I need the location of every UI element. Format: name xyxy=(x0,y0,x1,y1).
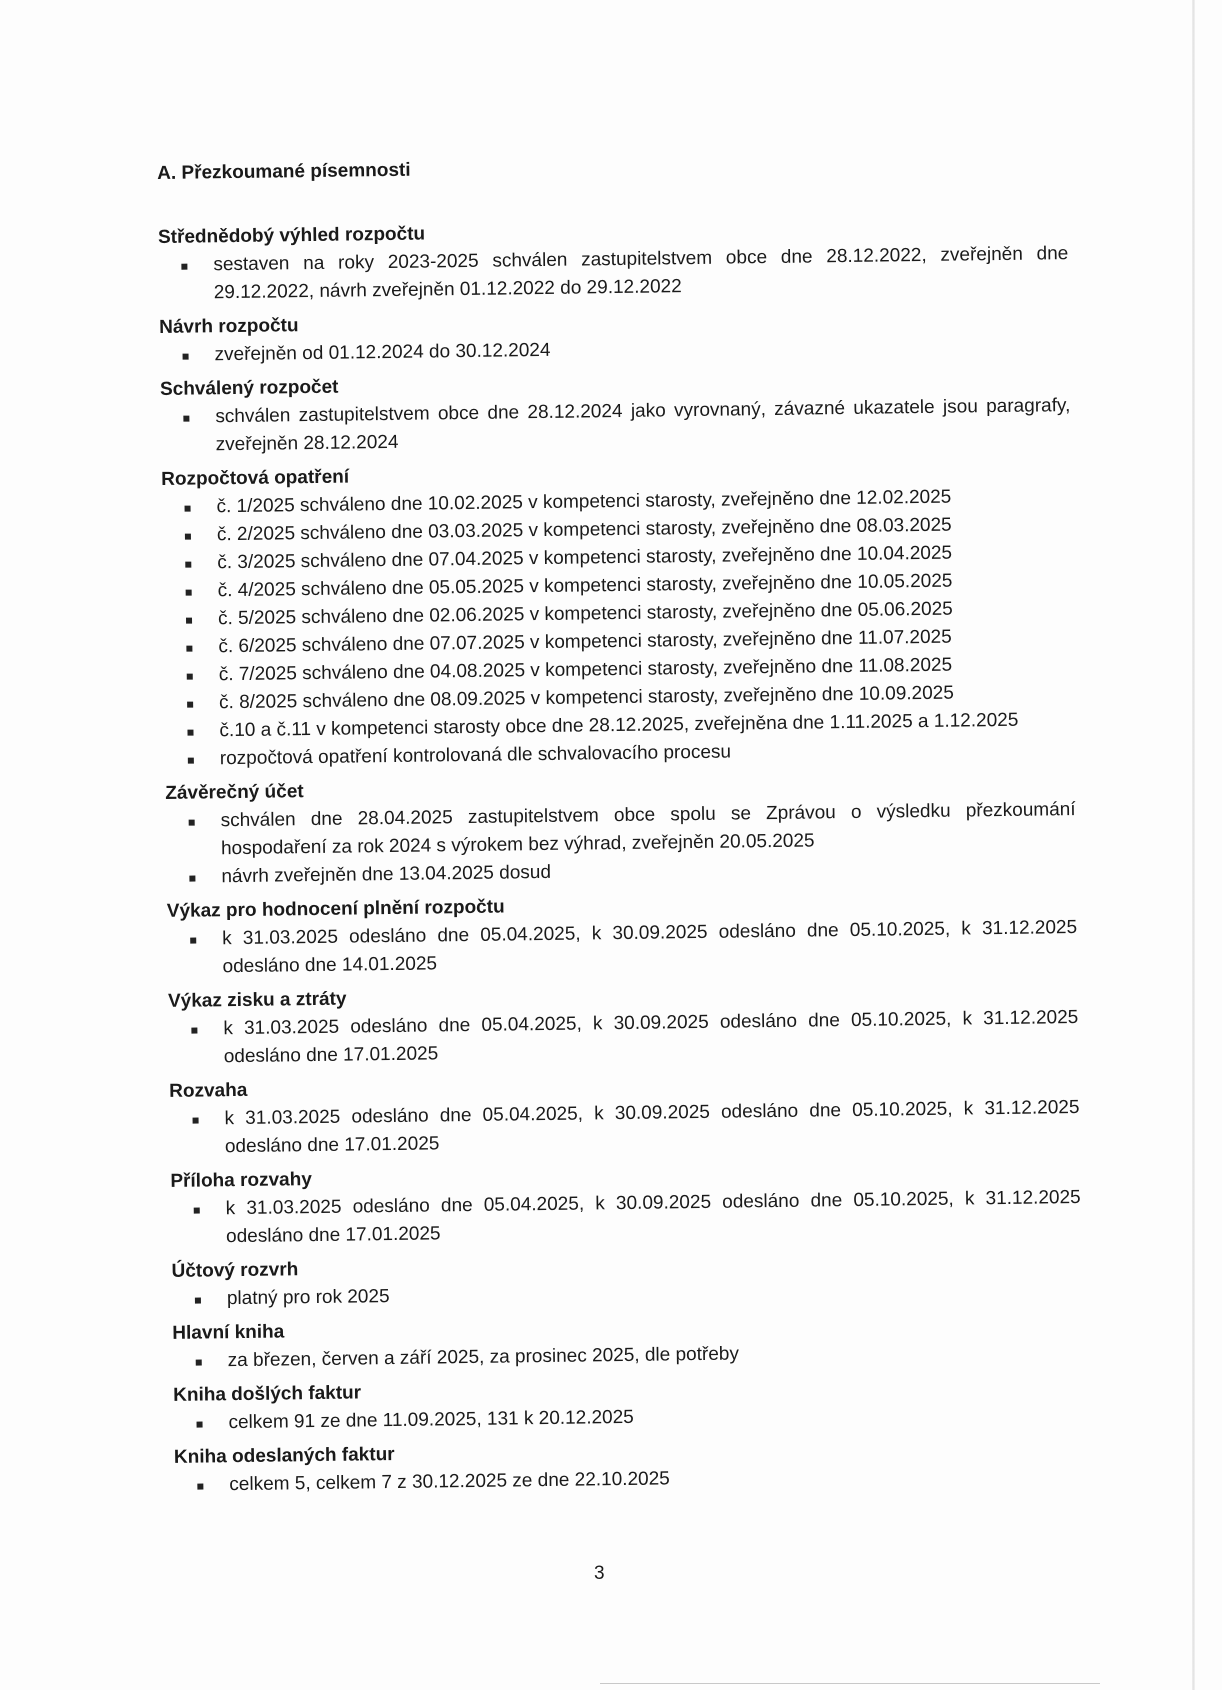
square-bullet-icon xyxy=(191,1028,197,1034)
square-bullet-icon xyxy=(188,758,194,764)
section-heading: Hlavní kniha xyxy=(172,1321,285,1344)
square-bullet-icon xyxy=(185,534,191,540)
section-heading: Účtový rozvrh xyxy=(171,1259,299,1282)
item-text: celkem 91 ze dne 11.09.2025, 131 k 20.12.2025 xyxy=(228,1406,634,1434)
section-hlavni-kniha xyxy=(172,1308,1083,1376)
section-rozpoctova-opatreni xyxy=(161,454,1075,774)
bullet-list xyxy=(165,796,1076,892)
section-rozvaha xyxy=(169,1066,1080,1162)
item-text: k 31.03.2025 odesláno dne 05.04.2025, k 30.09.2025 odesláno dne 05.10.2025, k 31.12.2025 odesláno dne 14.01.2025 xyxy=(222,917,1078,978)
section-heading: Závěrečný účet xyxy=(165,781,304,804)
item-text: č. 5/2025 schváleno dne 02.06.2025 v kompetenci starosty, zveřejněno dne 05.06.2025 xyxy=(217,598,953,630)
page-content xyxy=(157,148,1085,1506)
item-text: platný pro rok 2025 xyxy=(226,1286,390,1310)
list-item xyxy=(160,392,1071,460)
item-text: k 31.03.2025 odesláno dne 05.04.2025, k 30.09.2025 odesláno dne 05.10.2025, k 31.12.2025 odesláno dne 17.01.2025 xyxy=(223,1007,1079,1068)
square-bullet-icon xyxy=(181,264,187,270)
section-schvaleny-rozpocet xyxy=(160,364,1071,460)
item-text: schválen zastupitelstvem obce dne 28.12.2024 jako vyrovnaný, závazné ukazatele jsou paragrafy, zveřejněn 28.12.2024 xyxy=(215,395,1071,456)
section-heading: Příloha rozvahy xyxy=(170,1169,312,1192)
section-uctovy-rozvrh xyxy=(171,1246,1082,1314)
item-text: celkem 5, celkem 7 z 30.12.2025 ze dne 22.10.2025 xyxy=(229,1468,670,1496)
page-bottom-edge xyxy=(600,1683,1100,1684)
page-number: 3 xyxy=(594,1563,605,1584)
square-bullet-icon xyxy=(183,354,189,360)
section-heading: Rozpočtová opatření xyxy=(161,466,350,490)
square-bullet-icon xyxy=(194,1208,200,1214)
square-bullet-icon xyxy=(189,876,195,882)
item-text: rozpočtová opatření kontrolovaná dle schvalovacího procesu xyxy=(219,741,732,770)
item-text: č. 4/2025 schváleno dne 05.05.2025 v kompetenci starosty, zveřejněno dne 10.05.2025 xyxy=(217,570,953,602)
section-kniha-doslych-faktur xyxy=(173,1370,1084,1438)
square-bullet-icon xyxy=(193,1118,199,1124)
item-text: zveřejněn od 01.12.2024 do 30.12.2024 xyxy=(214,339,551,366)
section-vykaz-zisku-ztraty xyxy=(168,976,1079,1072)
section-heading: Kniha odeslaných faktur xyxy=(173,1444,395,1468)
section-heading: Střednědobý výhled rozpočtu xyxy=(157,223,426,248)
item-text: schválen dne 28.04.2025 zastupitelstvem obce spolu se Zprávou o výsledku přezkoumání hospodaření za rok 2024 s výrokem bez výhrad, zveřejněn 20.05.2025 xyxy=(220,799,1076,860)
list-item xyxy=(169,1094,1080,1162)
square-bullet-icon xyxy=(187,674,193,680)
square-bullet-icon xyxy=(185,562,191,568)
square-bullet-icon xyxy=(186,590,192,596)
bullet-list xyxy=(168,1004,1079,1072)
item-text: za březen, červen a září 2025, za prosinec 2025, dle potřeby xyxy=(227,1343,740,1372)
item-text: č. 1/2025 schváleno dne 10.02.2025 v kompetenci starosty, zveřejněno dne 12.02.2025 xyxy=(216,486,952,518)
item-text: k 31.03.2025 odesláno dne 05.04.2025, k 30.09.2025 odesláno dne 05.10.2025, k 31.12.2025 odesláno dne 17.01.2025 xyxy=(225,1186,1081,1248)
bullet-list xyxy=(160,392,1071,460)
list-item xyxy=(158,240,1069,308)
item-text: č. 8/2025 schváleno dne 08.09.2025 v kompetenci starosty, zveřejněno dne 10.09.2025 xyxy=(218,682,955,714)
section-zaverecny-ucet xyxy=(165,768,1076,892)
square-bullet-icon xyxy=(197,1484,203,1490)
item-text: č. 7/2025 schváleno dne 04.08.2025 v kompetenci starosty, zveřejněno dne 11.08.2025 xyxy=(218,654,953,686)
square-bullet-icon xyxy=(196,1360,202,1366)
item-text: k 31.03.2025 odesláno dne 05.04.2025, k 30.09.2025 odesláno dne 05.10.2025, k 31.12.2025 odesláno dne 17.01.2025 xyxy=(224,1097,1080,1158)
item-text: č. 2/2025 schváleno dne 03.03.2025 v kompetenci starosty, zveřejněno dne 08.03.2025 xyxy=(216,514,952,546)
section-heading: Schválený rozpočet xyxy=(159,376,339,400)
square-bullet-icon xyxy=(185,506,191,512)
item-text: č. 6/2025 schváleno dne 07.07.2025 v kompetenci starosty, zveřejněno dne 11.07.2025 xyxy=(218,626,952,658)
document-title: A. Přezkoumané písemnosti xyxy=(157,159,411,184)
page-edge-shadow xyxy=(1192,0,1195,1690)
section-priloha-rozvahy xyxy=(170,1156,1081,1252)
list-item xyxy=(168,1004,1079,1072)
item-text: č.10 a č.11 v kompetenci starosty obce dne 28.12.2025, zveřejněna dne 1.11.2025 a 1.12.2025 xyxy=(219,709,1019,742)
square-bullet-icon xyxy=(195,1298,201,1304)
square-bullet-icon xyxy=(187,702,193,708)
list-item xyxy=(171,1184,1082,1252)
item-text: návrh zveřejněn dne 13.04.2025 dosud xyxy=(221,861,552,888)
section-heading: Výkaz pro hodnocení plnění rozpočtu xyxy=(166,896,505,922)
bullet-list xyxy=(169,1094,1080,1162)
square-bullet-icon xyxy=(186,618,192,624)
section-kniha-odeslanych-faktur xyxy=(174,1432,1085,1500)
section-heading: Kniha došlých faktur xyxy=(173,1382,362,1406)
section-strednedoby-vyhled xyxy=(158,212,1069,308)
bullet-list xyxy=(158,240,1069,308)
section-heading: Výkaz zisku a ztráty xyxy=(167,988,347,1012)
section-heading: Rozvaha xyxy=(169,1079,248,1102)
square-bullet-icon xyxy=(189,820,195,826)
square-bullet-icon xyxy=(186,646,192,652)
bullet-list xyxy=(167,914,1078,982)
item-text: č. 3/2025 schváleno dne 07.04.2025 v kompetenci starosty, zveřejněno dne 10.04.2025 xyxy=(217,542,953,574)
bullet-list xyxy=(161,482,1075,774)
section-vykaz-plneni-rozpoctu xyxy=(167,886,1078,982)
square-bullet-icon xyxy=(187,730,193,736)
square-bullet-icon xyxy=(190,938,196,944)
section-heading: Návrh rozpočtu xyxy=(159,315,299,338)
square-bullet-icon xyxy=(197,1422,203,1428)
square-bullet-icon xyxy=(183,416,189,422)
item-text: sestaven na roky 2023-2025 schválen zastupitelstvem obce dne 28.12.2022, zveřejněn dne 29.12.2022, návrh zveřejněn 01.12.2022 do 29.12.2022 xyxy=(213,243,1069,304)
section-navrh-rozpoctu xyxy=(159,302,1070,370)
list-item xyxy=(167,914,1078,982)
bullet-list xyxy=(171,1184,1082,1252)
